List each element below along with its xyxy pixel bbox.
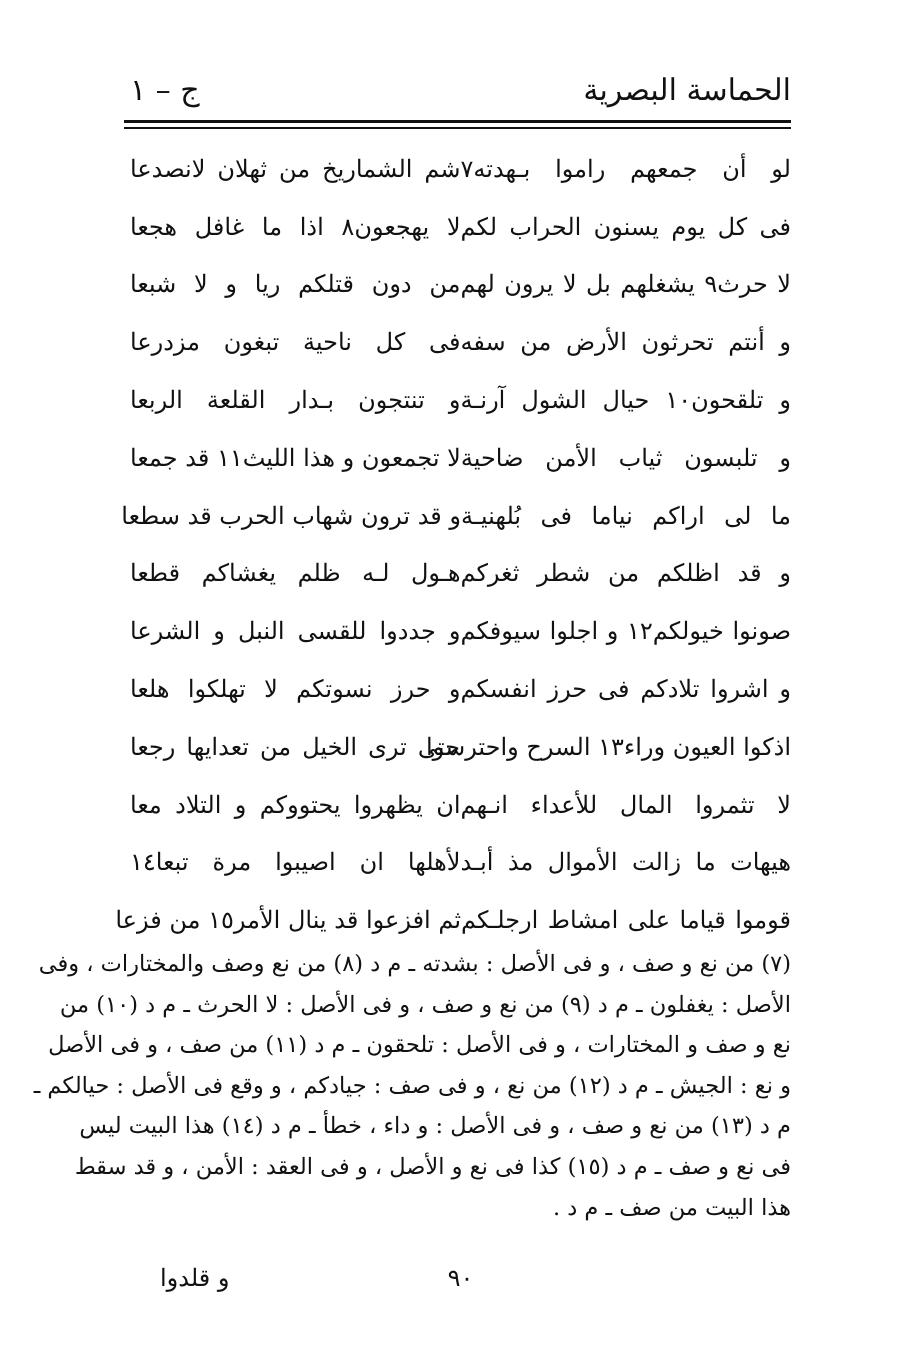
second-hemistich: لا تجمعون و هذا الليث١١ قد جمعا [130,443,461,472]
second-hemistich: و جددوا للقسى النبل و الشرعا [130,617,461,646]
first-hemistich: و أنتم تحرثون الأرض من سفه [460,328,791,357]
header-rule-thick [124,120,791,123]
first-hemistich: و قد اظلكم من شطر ثغركم [460,559,791,588]
verse-line [130,545,791,603]
verse-line [130,660,791,718]
second-hemistich: حتى ترى الخيل من تعدايها رجعا [130,732,460,761]
first-hemistich: اذكوا العيون وراء١٣ السرح واحترسوا [426,732,791,761]
footnote-line: فى نع و صف ـ م د (١٥) كذا فى نع و الأصل ، و فى العقد : الأمن ، و قد سقط [74,1153,791,1180]
verse-line [130,776,791,834]
verse-line [121,487,791,545]
verse-line [130,256,791,314]
verse-line [130,834,791,892]
page-footer [130,1258,791,1298]
first-hemistich: هيهات ما زالت الأموال مذ أبـد [460,848,791,877]
second-hemistich: شم الشماريخ من ثهلان لانصدعا [130,154,461,183]
first-hemistich: قوموا قياما على امشاط ارجلـكم [461,906,791,935]
page-number: ٩٠ [447,1264,474,1292]
book-title: الحماسة البصرية [583,72,791,108]
footnote-line: و نع : الجيش ـ م د (١٢) من نع ، و فى صف : جيادكم ، و وقع فى الأصل : حيالكم ـ [33,1072,791,1099]
second-hemistich: من دون قتلكم ريا و لا شبعا [130,270,461,299]
footnote-line: نع و صف و المختارات ، و فى الأصل : تلحقون ـ م د (١١) من صف ، و فى الأصل [48,1032,791,1059]
first-hemistich: صونوا خيولكم١٢ و اجلوا سيوفكم [460,617,791,646]
second-hemistich: و قد ترون شهاب الحرب قد سطعا [121,501,461,530]
running-header [130,62,791,118]
footnote-line: هذا البيت من صف ـ م د . [552,1194,791,1221]
verse-line [115,891,791,949]
first-hemistich: لو أن جمعهم راموا بـهدته٧ [460,154,791,183]
second-hemistich: ان يظهروا يحتووكم و التلاد معا [130,790,461,819]
first-hemistich: و تلقحون١٠ حيال الشول آرنـة [460,386,791,415]
verse-line [130,313,791,371]
verse-line [130,371,791,429]
verse-line [130,429,791,487]
volume-label: ج – ١ [130,72,200,108]
header-rule-thin [124,127,791,129]
second-hemistich: و حرز نسوتكم لا تهلكوا هلعا [130,675,461,704]
first-hemistich: و اشروا تلادكم فى حرز انفسكم [460,675,791,704]
poem-body [115,140,791,949]
second-hemistich: و تنتجون بـدار القلعة الربعا [130,386,461,415]
verse-line [130,602,791,660]
second-hemistich: لا يهجعون٨ اذا ما غافل هجعا [130,212,461,241]
verse-line [130,198,791,256]
footnote-line: م د (١٣) من نع و صف ، و فى الأصل : و داء ، خطأ ـ م د (١٤) هذا البيت ليس [79,1113,791,1140]
verse-line [130,140,791,198]
second-hemistich: لأهلها ان اصيبوا مرة تبعا١٤ [130,848,461,877]
catchword: و قلدوا [160,1264,230,1292]
footnote-line: (٧) من نع و صف ، و فى الأصل : بشدته ـ م د (٨) من نع وصف والمختارات ، وفى [38,951,791,977]
first-hemistich: ما لى اراكم نياما فى بُلهنيـة [461,501,791,530]
first-hemistich: فى كل يوم يسنون الحراب لكم [460,212,791,241]
second-hemistich: هـول لـه ظلم يغشاكم قطعا [130,559,461,588]
second-hemistich: ثم افزعوا قد ينال الأمر١٥ من فزعا [115,906,461,935]
first-hemistich: و تلبسون ثياب الأمن ضاحية [460,443,791,472]
first-hemistich: لا حرث٩ يشغلهم بل لا يرون لهم [460,270,791,299]
footnote-line: الأصل : يغفلون ـ م د (٩) من نع و صف ، و فى الأصل : لا الحرث ـ م د (١٠) من [59,991,791,1018]
second-hemistich: فى كل ناحية تبغون مزدرعا [130,328,461,357]
footnotes [33,944,791,1228]
verse-line [130,718,791,776]
first-hemistich: لا تثمروا المال للأعداء انـهم [460,790,791,819]
